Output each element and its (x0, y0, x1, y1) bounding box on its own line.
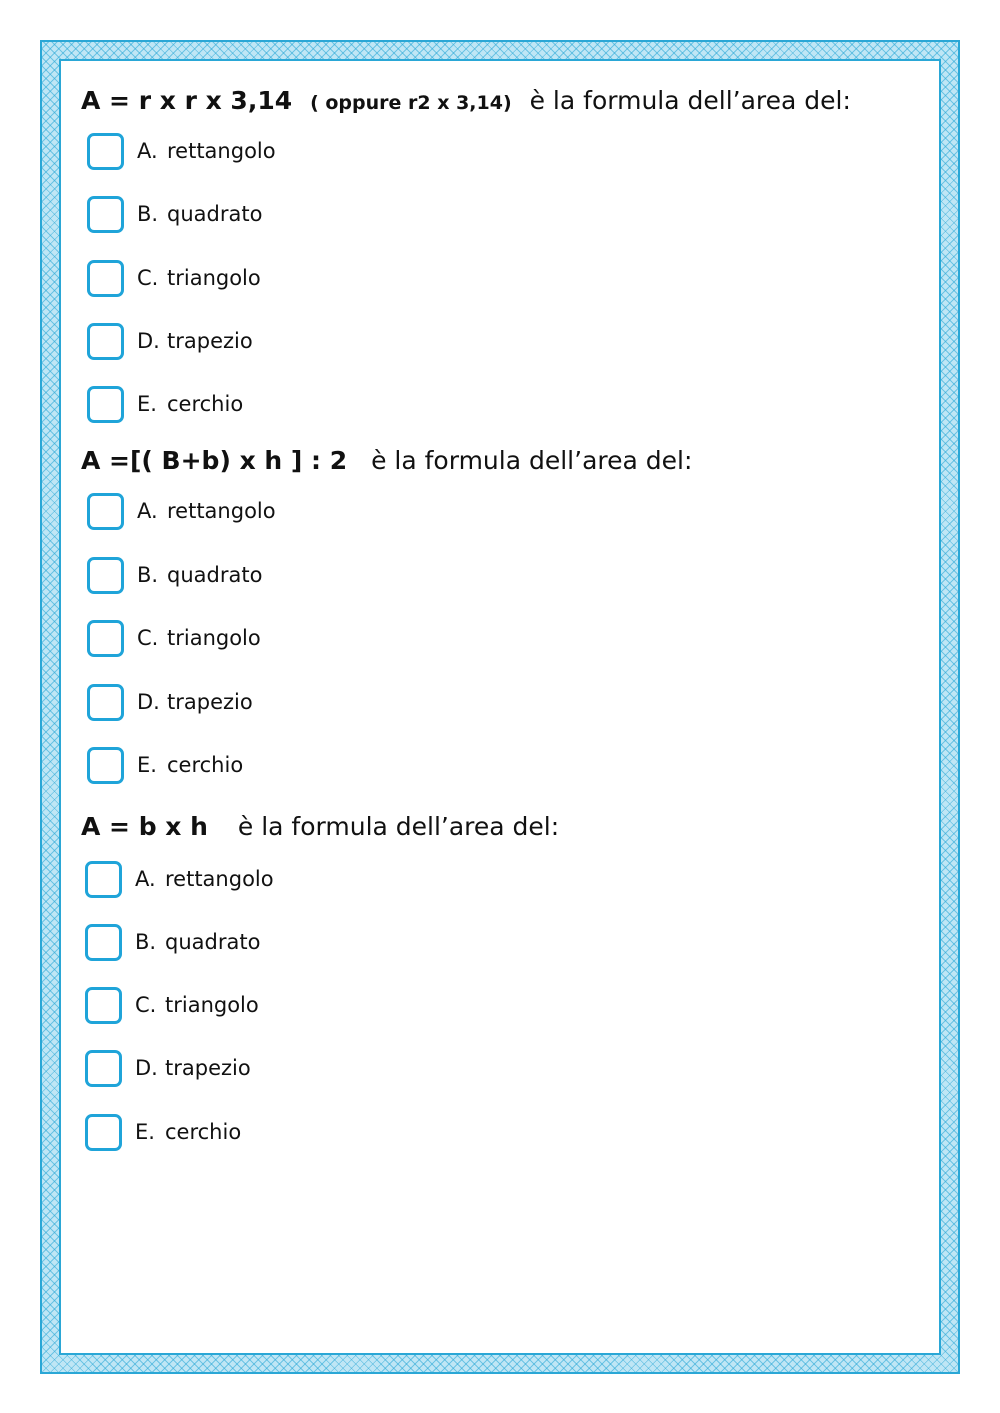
option-label: rettangolo (167, 139, 276, 163)
answer-checkbox[interactable] (87, 260, 124, 297)
answer-checkbox[interactable] (85, 861, 122, 898)
option-letter: E. (137, 753, 157, 777)
option-letter: C. (135, 993, 157, 1017)
option-letter: D. (137, 329, 160, 353)
question-text: è la formula dell’area del: (529, 86, 851, 115)
question-3 (81, 812, 559, 841)
option-letter: D. (135, 1056, 158, 1080)
option-3c[interactable] (85, 984, 259, 1026)
answer-checkbox[interactable] (85, 987, 122, 1024)
option-1e[interactable] (87, 383, 243, 425)
option-1d[interactable] (87, 320, 253, 362)
option-letter: C. (137, 626, 159, 650)
question-formula: A = r x r x 3,14 (81, 86, 293, 115)
option-label: triangolo (167, 626, 261, 650)
option-label: cerchio (165, 1120, 242, 1144)
answer-checkbox[interactable] (87, 620, 124, 657)
option-letter: A. (137, 499, 158, 523)
question-note: ( oppure r2 x 3,14) (310, 92, 512, 114)
option-letter: A. (137, 139, 158, 163)
answer-checkbox[interactable] (85, 924, 122, 961)
option-label: triangolo (165, 993, 259, 1017)
option-3a[interactable] (85, 858, 274, 900)
question-text: è la formula dell’area del: (371, 446, 693, 475)
answer-checkbox[interactable] (87, 493, 124, 530)
option-label: triangolo (167, 266, 261, 290)
option-letter: A. (135, 867, 156, 891)
option-label: cerchio (167, 392, 244, 416)
option-letter: B. (137, 202, 159, 226)
option-1c[interactable] (87, 257, 261, 299)
question-1 (81, 86, 851, 115)
question-formula: A =[( B+b) x h ] : 2 (81, 446, 348, 475)
option-letter: E. (135, 1120, 155, 1144)
option-2b[interactable] (87, 554, 262, 596)
answer-checkbox[interactable] (85, 1050, 122, 1087)
question-text: è la formula dell’area del: (237, 812, 560, 841)
answer-checkbox[interactable] (87, 557, 124, 594)
question-2 (81, 446, 692, 475)
option-letter: C. (137, 266, 159, 290)
question-formula: A = b x h (81, 812, 208, 841)
option-label: rettangolo (167, 499, 276, 523)
answer-checkbox[interactable] (87, 386, 124, 423)
option-label: trapezio (167, 329, 253, 353)
option-label: quadrato (165, 930, 261, 954)
option-letter: B. (135, 930, 157, 954)
answer-checkbox[interactable] (85, 1114, 122, 1151)
option-label: cerchio (167, 753, 244, 777)
option-1b[interactable] (87, 193, 262, 235)
option-label: quadrato (167, 202, 263, 226)
option-label: trapezio (167, 690, 253, 714)
option-3e[interactable] (85, 1111, 241, 1153)
option-1a[interactable] (87, 130, 276, 172)
answer-checkbox[interactable] (87, 323, 124, 360)
option-2a[interactable] (87, 490, 276, 532)
option-label: trapezio (165, 1056, 251, 1080)
option-letter: E. (137, 392, 157, 416)
option-label: quadrato (167, 563, 263, 587)
option-label: rettangolo (165, 867, 274, 891)
option-3d[interactable] (85, 1047, 251, 1089)
option-letter: B. (137, 563, 159, 587)
option-letter: D. (137, 690, 160, 714)
option-3b[interactable] (85, 921, 260, 963)
option-2e[interactable] (87, 744, 243, 786)
option-2d[interactable] (87, 681, 253, 723)
option-2c[interactable] (87, 617, 261, 659)
answer-checkbox[interactable] (87, 196, 124, 233)
answer-checkbox[interactable] (87, 684, 124, 721)
answer-checkbox[interactable] (87, 133, 124, 170)
answer-checkbox[interactable] (87, 747, 124, 784)
